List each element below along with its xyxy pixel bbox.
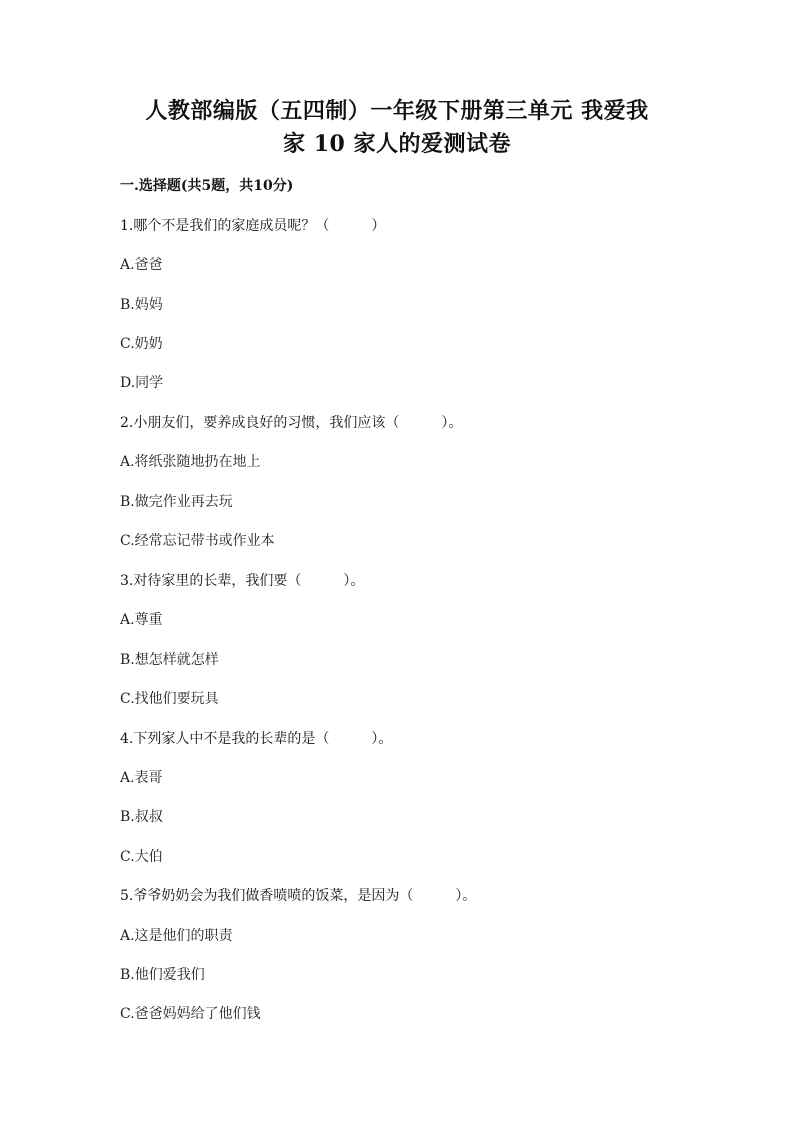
question-4: 4.下列家人中不是我的长辈的是（ ）。 — [120, 731, 393, 747]
title-line-2: 家 10 家人的爱测试卷 — [283, 131, 511, 157]
question-1-option-a: A.爸爸 — [120, 257, 163, 273]
question-3-option-a: A.尊重 — [120, 612, 163, 628]
question-2: 2.小朋友们，要养成良好的习惯，我们应该（ ）。 — [120, 415, 463, 431]
question-5-option-b: B.他们爱我们 — [120, 967, 205, 983]
question-4-option-b: B.叔叔 — [120, 809, 163, 825]
title-line-1: 人教部编版（五四制）一年级下册第三单元 我爱我 — [145, 98, 649, 124]
question-1-option-b: B.妈妈 — [120, 297, 163, 313]
question-2-option-b: B.做完作业再去玩 — [120, 494, 233, 510]
question-4-option-a: A.表哥 — [120, 770, 163, 786]
question-4-option-c: C.大伯 — [120, 849, 163, 865]
question-3: 3.对待家里的长辈，我们要（ ）。 — [120, 573, 365, 589]
question-2-option-a: A.将纸张随地扔在地上 — [120, 454, 261, 470]
question-3-option-c: C.找他们要玩具 — [120, 691, 219, 707]
question-5-option-a: A.这是他们的职责 — [120, 928, 233, 944]
section-heading: 一.选择题(共5题，共10分) — [120, 178, 294, 194]
question-1: 1.哪个不是我们的家庭成员呢？（ ） — [120, 218, 386, 234]
question-5-option-c: C.爸爸妈妈给了他们钱 — [120, 1006, 261, 1022]
question-1-option-d: D.同学 — [120, 375, 164, 391]
question-5: 5.爷爷奶奶会为我们做香喷喷的饭菜，是因为（ ）。 — [120, 888, 477, 904]
question-3-option-b: B.想怎样就怎样 — [120, 652, 219, 668]
question-1-option-c: C.奶奶 — [120, 336, 163, 352]
question-2-option-c: C.经常忘记带书或作业本 — [120, 533, 275, 549]
